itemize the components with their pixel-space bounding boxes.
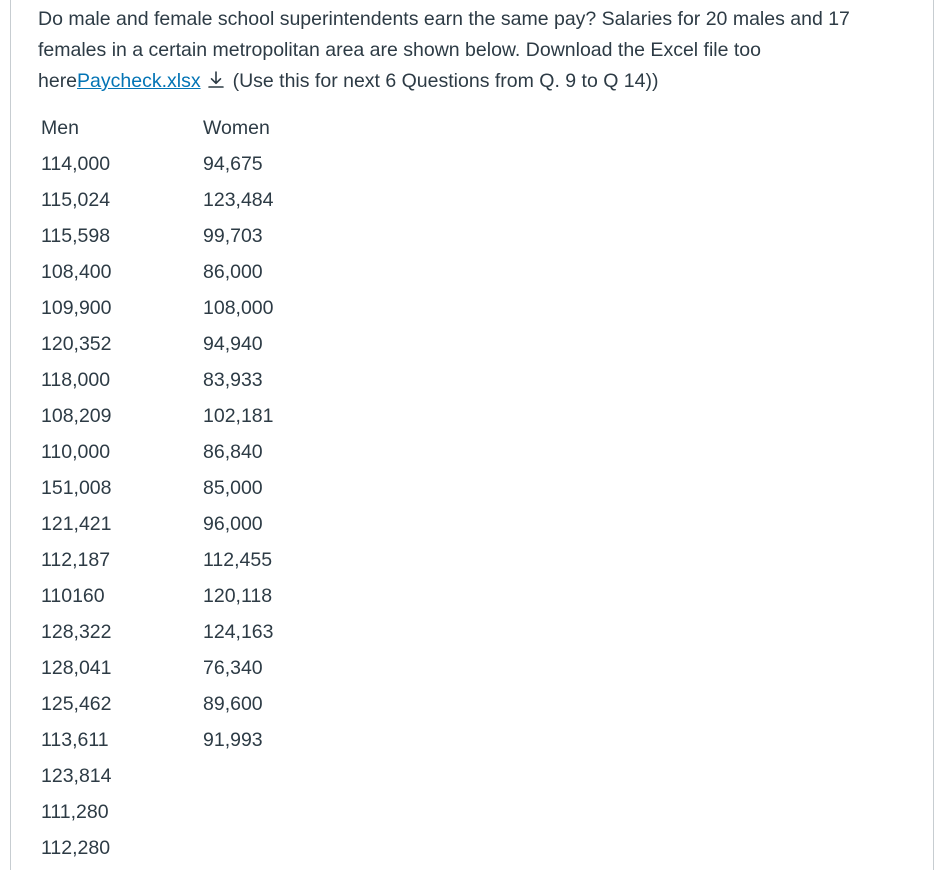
table-row: [40, 506, 323, 542]
men-salary-cell: 125,462: [41, 693, 112, 715]
men-salary-cell: 109,900: [41, 297, 112, 319]
table-row: [40, 758, 323, 794]
men-salary-cell: 113,611: [41, 729, 109, 751]
table-row: [40, 218, 323, 254]
women-salary-cell: [203, 758, 323, 794]
women-salary-cell: 86,840: [203, 441, 263, 463]
women-salary-cell: 94,940: [203, 333, 263, 355]
question-text: [38, 4, 908, 97]
men-salary-cell: 112,280: [41, 837, 111, 859]
men-salary-cell: 108,400: [41, 261, 112, 283]
women-salary-cell: 124,163: [203, 621, 274, 643]
table-header-row: [40, 110, 323, 146]
men-salary-cell: 108,209: [41, 405, 112, 427]
women-salary-cell: 108,000: [203, 297, 274, 319]
table-row: [40, 254, 323, 290]
women-salary-cell: 85,000: [203, 477, 263, 499]
question-instruction: (Use this for next 6 Questions from Q. 9 to Q 14)): [232, 70, 659, 92]
table-row: [40, 686, 323, 722]
women-salary-cell: 102,181: [203, 405, 274, 427]
table-row: [40, 290, 323, 326]
men-salary-cell: 114,000: [41, 153, 111, 175]
women-salary-cell: [203, 830, 323, 866]
men-salary-cell: 111,280: [41, 801, 109, 823]
table-row: [40, 614, 323, 650]
women-salary-cell: [203, 794, 323, 830]
table-row: [40, 326, 323, 362]
salary-table: [40, 110, 323, 866]
table-row: [40, 434, 323, 470]
women-column-header: Women: [203, 117, 270, 139]
salary-table-body: [40, 146, 323, 866]
men-salary-cell: 123,814: [41, 765, 112, 787]
men-salary-cell: 110,000: [41, 441, 111, 463]
women-salary-cell: 76,340: [203, 657, 263, 679]
men-salary-cell: 120,352: [41, 333, 112, 355]
women-salary-cell: 120,118: [203, 585, 273, 607]
men-salary-cell: 110160: [41, 585, 105, 607]
men-salary-cell: 115,024: [41, 189, 111, 211]
men-salary-cell: 115,598: [41, 225, 111, 247]
men-salary-cell: 121,421: [41, 513, 112, 535]
question-panel: [10, 0, 934, 870]
download-arrow-icon[interactable]: [205, 69, 227, 89]
men-salary-cell: 118,000: [41, 369, 111, 391]
men-salary-cell: 112,187: [41, 549, 111, 571]
women-salary-cell: 94,675: [203, 153, 263, 175]
men-column-header: Men: [41, 117, 79, 139]
table-row: [40, 794, 323, 830]
women-salary-cell: 123,484: [203, 189, 274, 211]
table-row: [40, 362, 323, 398]
table-row: [40, 830, 323, 866]
women-salary-cell: 96,000: [203, 513, 263, 535]
women-salary-cell: 99,703: [203, 225, 263, 247]
men-salary-cell: 128,322: [41, 621, 112, 643]
women-salary-cell: 89,600: [203, 693, 263, 715]
excel-file-link[interactable]: Paycheck.xlsx: [77, 70, 201, 92]
table-row: [40, 182, 323, 218]
women-salary-cell: 83,933: [203, 369, 263, 391]
women-salary-cell: 91,993: [203, 729, 263, 751]
table-row: [40, 542, 323, 578]
men-salary-cell: 151,008: [41, 477, 112, 499]
table-row: [40, 578, 323, 614]
table-row: [40, 722, 323, 758]
table-row: [40, 146, 323, 182]
men-salary-cell: 128,041: [41, 657, 112, 679]
table-row: [40, 470, 323, 506]
question-intro: Do male and female school superintendents earn the same pay? Salaries for 20 males and 17 females in a certain metropolitan area are shown below. Download the Excel file too here: [38, 8, 850, 92]
table-row: [40, 398, 323, 434]
women-salary-cell: 86,000: [203, 261, 263, 283]
table-row: [40, 650, 323, 686]
women-salary-cell: 112,455: [203, 549, 273, 571]
